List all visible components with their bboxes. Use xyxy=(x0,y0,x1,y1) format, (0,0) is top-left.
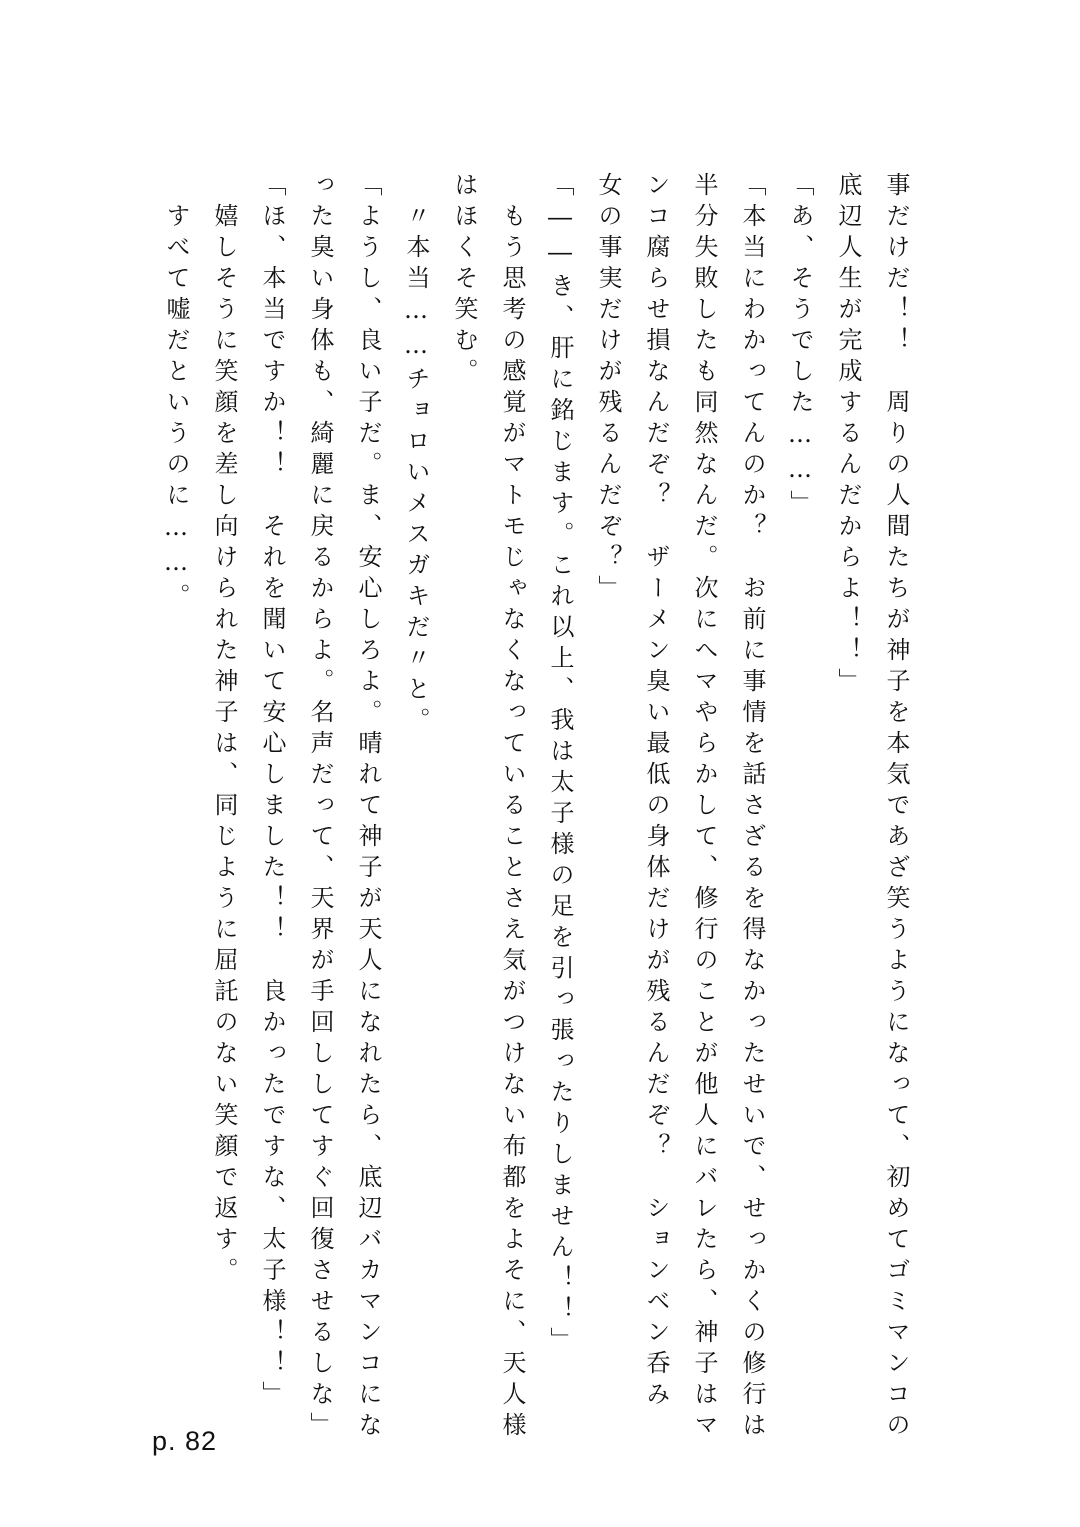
text-line: すべて嘘だというのに……。 xyxy=(162,172,190,614)
text-line: 「あ、そうでした……」 xyxy=(786,172,814,521)
text-line: もう思考の感覚がマトモじゃなくなっていることさえ気がつけない布都をよそに、天人様 xyxy=(498,172,526,1443)
text-line: 事だけだ！！ 周りの人間たちが神子を本気であざ笑うようになって、初めてゴミマンコの xyxy=(882,172,910,1443)
text-line: 嬉しそうに笑顔を差し向けられた神子は、同じように屈託のない笑顔で返す。 xyxy=(210,172,238,1288)
text-line: 半分失敗したも同然なんだ。次にへマやらかして、修行のことが他人にバレたら、神子はマ xyxy=(690,172,718,1443)
text-line: 「本当にわかってんのか？ お前に事情を話さざるを得なかったせいで、せっかくの修行は xyxy=(738,172,766,1443)
text-line: 「――き、肝に銘じます。これ以上、我は太子様の足を引っ張ったりしません！！」 xyxy=(546,172,574,1358)
text-line: ンコ腐らせ損なんだぞ？ ザーメン臭い最低の身体だけが残るんだぞ？ ションベン呑み xyxy=(642,172,670,1412)
text-line: った臭い身体も、綺麗に戻るからよ。名声だって、天界が手回ししてすぐ回復させるしな」 xyxy=(306,172,334,1443)
text-line: はほくそ笑む。 xyxy=(450,172,478,389)
text-line: 「ようし、良い子だ。ま、安心しろよ。晴れて神子が天人になれたら、底辺バカマンコにな xyxy=(354,172,382,1443)
text-line: 「ほ、本当ですか！！ それを聞いて安心しました！！ 良かったですな、太子様！！」 xyxy=(258,172,286,1412)
page-number: p. 82 xyxy=(152,1426,218,1456)
text-line: 〃本当……チョロいメスガキだ〃と。 xyxy=(402,172,430,738)
text-line: 底辺人生が完成するんだからよ！！」 xyxy=(834,172,862,699)
text-line: 女の事実だけが残るんだぞ？」 xyxy=(594,172,622,606)
